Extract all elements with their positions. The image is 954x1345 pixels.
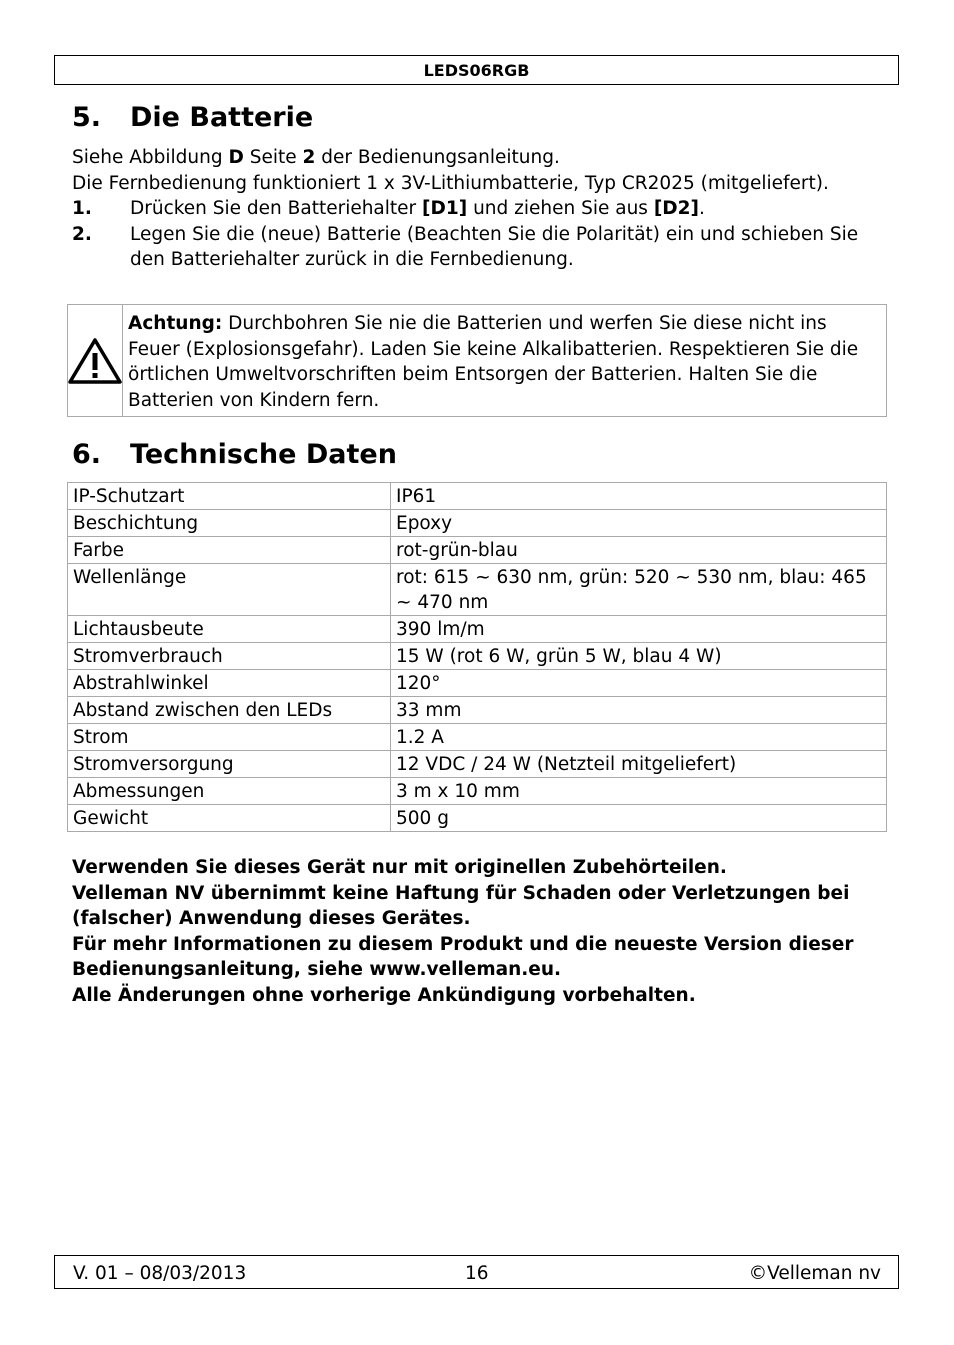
disclaimer-notes	[72, 855, 892, 1008]
spec-key: Farbe	[68, 537, 391, 564]
spec-value: 500 g	[391, 805, 887, 832]
list-item	[72, 222, 892, 273]
spec-key: Stromverbrauch	[68, 643, 391, 670]
note-line: Verwenden Sie dieses Gerät nur mit originellen Zubehörteilen.	[72, 857, 727, 878]
note-line: Velleman NV übernimmt keine Haftung für Schaden oder Verletzungen bei (falscher) Anwendung dieses Gerätes.	[72, 882, 850, 929]
section-number: 6.	[72, 439, 102, 470]
spec-value: 12 VDC / 24 W (Netzteil mitgeliefert)	[391, 751, 887, 778]
page-header	[54, 55, 899, 85]
spec-value: rot-grün-blau	[391, 537, 887, 564]
section-number: 5.	[72, 102, 102, 133]
spec-key: Abstand zwischen den LEDs	[68, 697, 391, 724]
table-row	[68, 670, 887, 697]
table-row	[68, 616, 887, 643]
footer-version: V. 01 – 08/03/2013	[73, 1263, 247, 1284]
step-text: Drücken Sie den Batteriehalter [D1] und ziehen Sie aus [D2].	[130, 198, 705, 219]
spec-value: 1.2 A	[391, 724, 887, 751]
table-row	[68, 564, 887, 616]
note-line: Alle Änderungen ohne vorherige Ankündigung vorbehalten.	[72, 984, 696, 1006]
section-6-title	[72, 441, 397, 468]
table-row	[68, 805, 887, 832]
warning-icon-cell	[68, 305, 123, 416]
note-line: Für mehr Informationen zu diesem Produkt und die neueste Version dieser Bedienungsanleitung, siehe www.velleman.eu.	[72, 933, 854, 980]
model-name: LEDS06RGB	[423, 60, 530, 80]
spec-value: 390 lm/m	[391, 616, 887, 643]
spec-value: Epoxy	[391, 510, 887, 537]
spec-key: Beschichtung	[68, 510, 391, 537]
table-row	[68, 643, 887, 670]
spec-table	[67, 482, 887, 832]
step-text: Legen Sie die (neue) Batterie (Beachten Sie die Polarität) ein und schieben Sie den Batteriehalter zurück in die Fernbedienung.	[130, 223, 859, 270]
list-item	[72, 196, 892, 222]
section-heading: Die Batterie	[130, 102, 314, 133]
footer-page-number: 16	[465, 1263, 489, 1284]
spec-value: 3 m x 10 mm	[391, 778, 887, 805]
table-row	[68, 510, 887, 537]
spec-key: Stromversorgung	[68, 751, 391, 778]
spec-value: 120°	[391, 670, 887, 697]
battery-section-body	[72, 145, 892, 273]
section-heading: Technische Daten	[130, 439, 397, 470]
spec-key: Abstrahlwinkel	[68, 670, 391, 697]
step-number: 1.	[72, 198, 92, 219]
spec-value: 15 W (rot 6 W, grün 5 W, blau 4 W)	[391, 643, 887, 670]
spec-key: Strom	[68, 724, 391, 751]
table-row	[68, 724, 887, 751]
spec-key: Gewicht	[68, 805, 391, 832]
warning-text: Achtung: Durchbohren Sie nie die Batterien und werfen Sie diese nicht ins Feuer (Explosionsgefahr). Laden Sie keine Alkalibatterien. Respektieren Sie die örtlichen Umweltvorschriften beim Entsorgen der Batterien. Halten Sie die Batterien von Kindern fern.	[128, 313, 859, 411]
warning-box	[67, 304, 887, 417]
table-row	[68, 483, 887, 510]
spec-value: IP61	[391, 483, 887, 510]
page-footer	[54, 1255, 899, 1289]
section-5-title	[72, 104, 313, 131]
table-row	[68, 778, 887, 805]
spec-key: Wellenlänge	[68, 564, 391, 616]
intro-line: Siehe Abbildung D Seite 2 der Bedienungsanleitung.	[72, 147, 560, 168]
footer-copyright: ©Velleman nv	[748, 1263, 881, 1284]
step-number: 2.	[72, 223, 92, 245]
spec-value: rot: 615 ~ 630 nm, grün: 520 ~ 530 nm, blau: 465 ~ 470 nm	[391, 564, 887, 616]
table-row	[68, 537, 887, 564]
table-row	[68, 697, 887, 724]
battery-type-line: Die Fernbedienung funktioniert 1 x 3V-Lithiumbatterie, Typ CR2025 (mitgeliefert).	[72, 172, 829, 194]
spec-key: Abmessungen	[68, 778, 391, 805]
warning-triangle-icon	[68, 337, 122, 385]
table-row	[68, 751, 887, 778]
spec-key: IP-Schutzart	[68, 483, 391, 510]
spec-value: 33 mm	[391, 697, 887, 724]
spec-key: Lichtausbeute	[68, 616, 391, 643]
